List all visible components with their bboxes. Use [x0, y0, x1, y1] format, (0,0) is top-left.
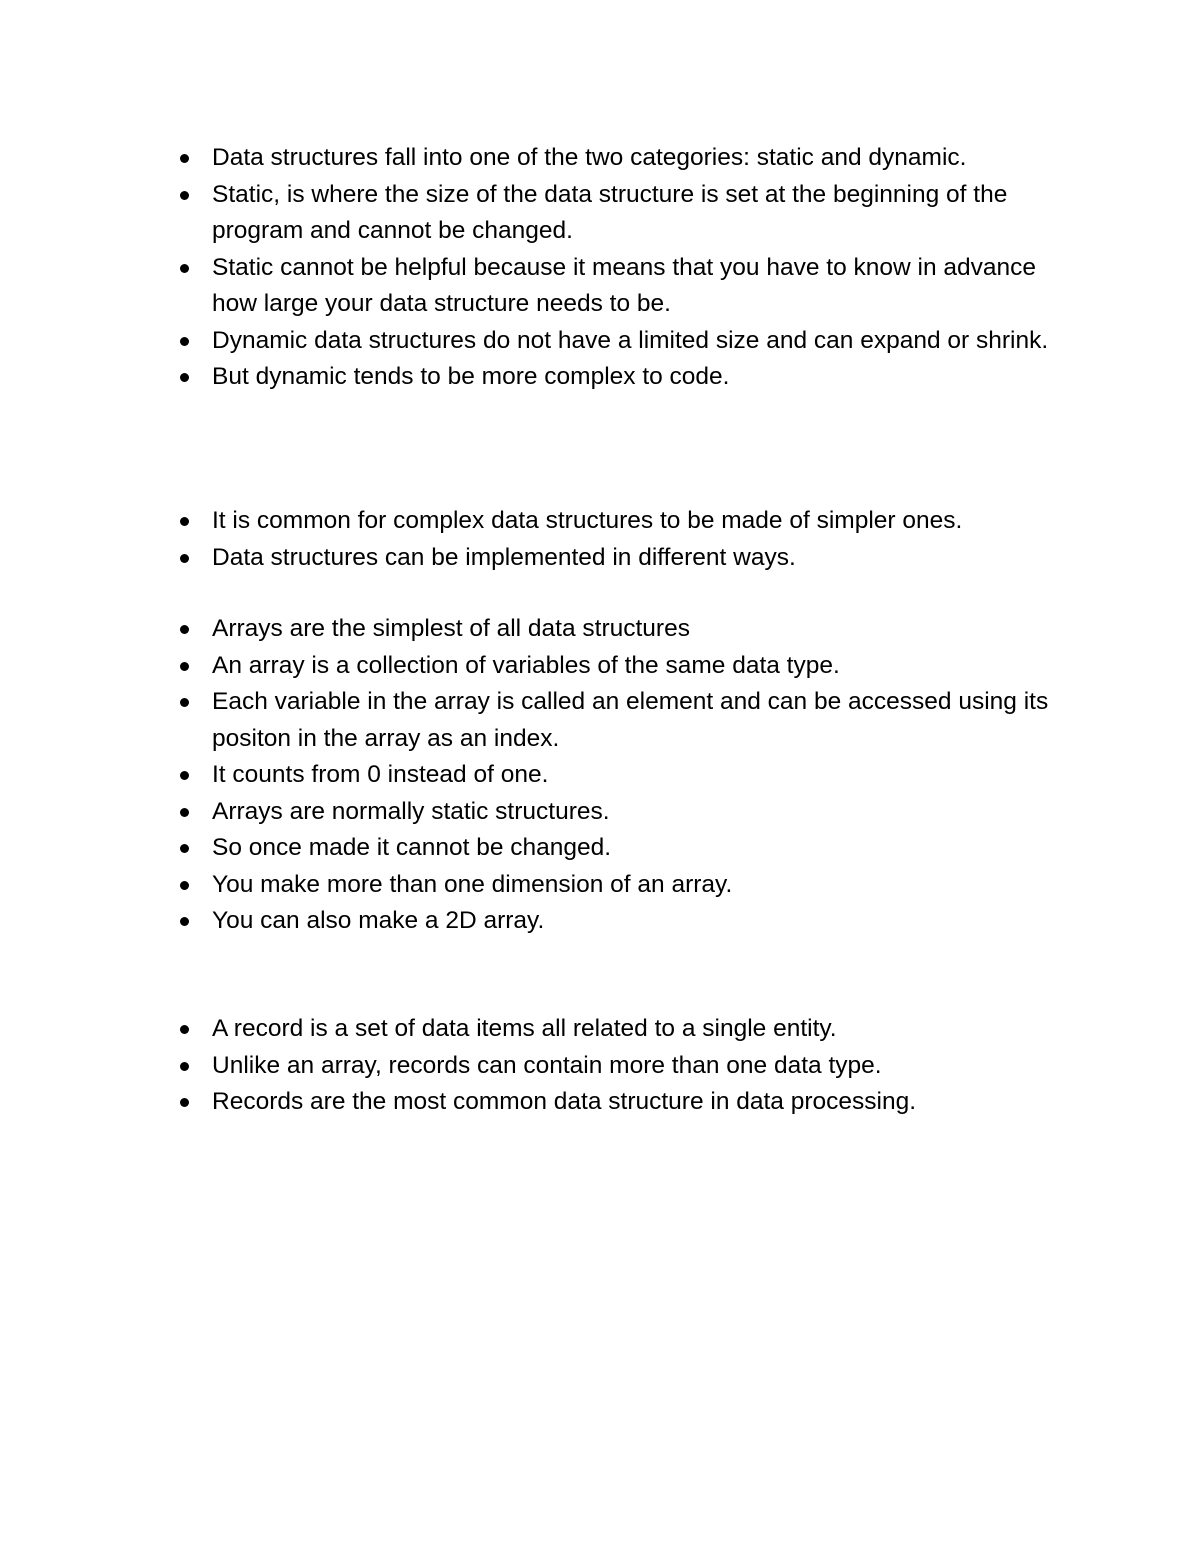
- bullet-list-records: [176, 1011, 1076, 1121]
- list-item: [176, 794, 1076, 831]
- list-item-text: But dynamic tends to be more complex to code.: [212, 363, 730, 390]
- bullet-icon: [180, 881, 189, 890]
- list-item-text: Static, is where the size of the data structure is set at the beginning of the program and cannot be changed.: [212, 180, 1008, 244]
- list-item-text: Data structures can be implemented in different ways.: [212, 543, 796, 571]
- list-item-text: It counts from 0 instead of one.: [212, 761, 549, 788]
- list-item-text: Dynamic data structures do not have a limited size and can expand or shrink.: [212, 326, 1049, 354]
- bullet-icon: [180, 662, 189, 671]
- bullet-icon: [180, 1098, 189, 1107]
- list-item: [176, 684, 1076, 757]
- list-item-text: You can also make a 2D array.: [212, 907, 545, 934]
- bullet-list-complex-structures: [176, 503, 1076, 576]
- bullet-icon: [180, 373, 189, 382]
- list-item: [176, 867, 1076, 904]
- bullet-list-static-dynamic: [176, 140, 1076, 396]
- list-item: [176, 177, 1076, 250]
- list-item: [176, 140, 1076, 177]
- bullet-icon: [180, 554, 189, 563]
- bullet-list-arrays: [176, 611, 1076, 940]
- bullet-icon: [180, 917, 189, 926]
- list-item-text: It is common for complex data structures to be made of simpler ones.: [212, 507, 963, 534]
- bullet-icon: [180, 808, 189, 817]
- bullet-icon: [180, 1025, 189, 1034]
- list-item: [176, 1048, 1076, 1085]
- bullet-icon: [180, 625, 189, 634]
- bullet-icon: [180, 771, 189, 780]
- list-item: [176, 540, 1076, 577]
- list-item-text: An array is a collection of variables of the same data type.: [212, 651, 840, 679]
- bullet-icon: [180, 1062, 189, 1071]
- list-item-text: So once made it cannot be changed.: [212, 834, 612, 861]
- bullet-icon: [180, 698, 189, 707]
- list-item-text: Records are the most common data structure in data processing.: [212, 1088, 917, 1115]
- list-item-text: Each variable in the array is called an element and can be accessed using its positon in the array as an index.: [212, 688, 1049, 752]
- list-item-text: A record is a set of data items all related to a single entity.: [212, 1015, 837, 1042]
- list-item: [176, 830, 1076, 867]
- list-item: [176, 903, 1076, 940]
- list-item-text: You make more than one dimension of an array.: [212, 870, 733, 898]
- list-item: [176, 1084, 1076, 1121]
- list-item-text: Arrays are the simplest of all data structures: [212, 615, 690, 642]
- list-item: [176, 648, 1076, 685]
- list-item-text: Data structures fall into one of the two categories: static and dynamic.: [212, 144, 967, 171]
- list-item-text: Arrays are normally static structures.: [212, 797, 610, 825]
- list-item: [176, 757, 1076, 794]
- list-item: [176, 359, 1076, 396]
- bullet-icon: [180, 154, 189, 163]
- list-item-text: Static cannot be helpful because it means that you have to know in advance how large your data structure needs to be.: [212, 253, 1037, 317]
- list-item: [176, 323, 1076, 360]
- list-item: [176, 250, 1076, 323]
- bullet-icon: [180, 337, 189, 346]
- list-item: [176, 1011, 1076, 1048]
- bullet-icon: [180, 517, 189, 526]
- bullet-icon: [180, 191, 189, 200]
- list-item: [176, 611, 1076, 648]
- list-item-text: Unlike an array, records can contain more than one data type.: [212, 1051, 882, 1079]
- bullet-icon: [180, 264, 189, 273]
- list-item: [176, 503, 1076, 540]
- bullet-icon: [180, 844, 189, 853]
